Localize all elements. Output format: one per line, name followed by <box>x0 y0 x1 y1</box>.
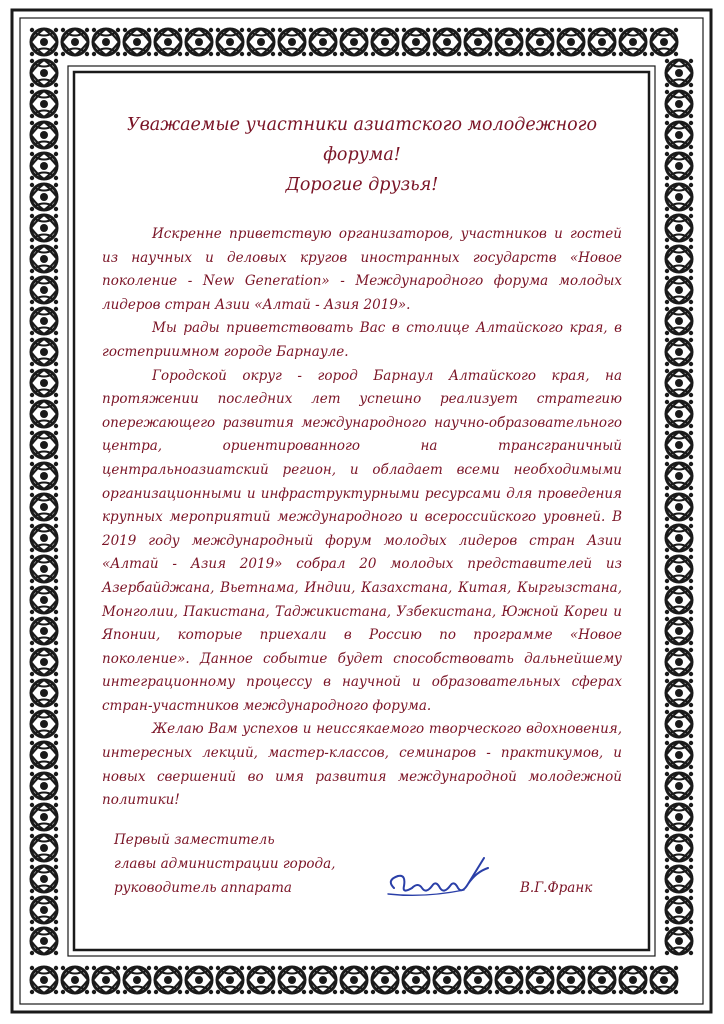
letter-content <box>102 110 622 813</box>
border-ornament <box>30 338 58 366</box>
border-ornament <box>619 966 647 994</box>
border-ornament <box>665 369 693 397</box>
border-ornament <box>340 966 368 994</box>
border-ornament <box>665 276 693 304</box>
border-ornament <box>665 493 693 521</box>
border-ornament <box>30 400 58 428</box>
border-ornament <box>665 214 693 242</box>
border-ornament <box>665 183 693 211</box>
border-ornament <box>30 648 58 676</box>
border-ornament <box>30 865 58 893</box>
border-ornament <box>665 59 693 87</box>
border-ornament <box>30 183 58 211</box>
border-ornament <box>278 28 306 56</box>
border-ornament <box>340 28 368 56</box>
border-ornament <box>665 648 693 676</box>
border-ornament <box>665 338 693 366</box>
paragraph: Мы рады приветствовать Вас в столице Алтайского края, в гостеприимном городе Барнауле. <box>102 320 622 360</box>
signatory-title <box>114 828 335 900</box>
border-ornament <box>650 28 678 56</box>
border-ornament <box>30 152 58 180</box>
border-ornament <box>665 679 693 707</box>
border-ornament <box>92 28 120 56</box>
border-ornament <box>30 741 58 769</box>
border-ornament <box>650 966 678 994</box>
border-ornament <box>402 966 430 994</box>
border-ornament <box>30 245 58 273</box>
border-ornament <box>154 28 182 56</box>
border-ornament <box>30 834 58 862</box>
border-ornament <box>526 28 554 56</box>
border-ornament <box>665 307 693 335</box>
border-ornament <box>30 90 58 118</box>
border-ornament <box>30 369 58 397</box>
border-ornament <box>30 462 58 490</box>
border-ornament <box>309 28 337 56</box>
border-ornament <box>30 431 58 459</box>
border-ornament <box>433 966 461 994</box>
border-ornament <box>665 741 693 769</box>
border-ornament <box>30 617 58 645</box>
signatory-title-line: руководитель аппарата <box>114 880 292 896</box>
border-ornament <box>665 245 693 273</box>
border-ornament <box>92 966 120 994</box>
border-ornament <box>665 90 693 118</box>
letter-heading <box>102 110 622 200</box>
border-ornament <box>30 276 58 304</box>
border-ornament <box>247 966 275 994</box>
border-ornament <box>216 28 244 56</box>
border-ornament <box>464 966 492 994</box>
border-ornament <box>665 431 693 459</box>
border-ornament <box>665 834 693 862</box>
signatory-name: В.Г.Франк <box>520 880 593 896</box>
border-ornament <box>61 966 89 994</box>
paragraph: Желаю Вам успехов и неиссякаемого творческого вдохновения, интересных лекций, мастер-классов, семинаров - практикумов, и новых свершений во имя развития международной молодежной политики! <box>102 721 622 809</box>
border-ornament <box>665 152 693 180</box>
handwritten-signature <box>384 842 504 914</box>
border-ornament <box>216 966 244 994</box>
border-ornament <box>557 28 585 56</box>
border-ornament <box>30 586 58 614</box>
border-ornament <box>665 803 693 831</box>
border-ornament <box>665 865 693 893</box>
border-ornament <box>665 586 693 614</box>
signature-block <box>114 828 614 908</box>
border-ornament <box>665 524 693 552</box>
border-ornament <box>495 966 523 994</box>
heading-line: Дорогие друзья! <box>285 175 439 195</box>
border-ornament <box>30 28 58 56</box>
border-ornament <box>154 966 182 994</box>
border-ornament <box>30 524 58 552</box>
border-ornament <box>665 121 693 149</box>
border-ornament <box>464 28 492 56</box>
border-ornament <box>526 966 554 994</box>
border-ornament <box>402 28 430 56</box>
border-ornament <box>665 555 693 583</box>
border-ornament <box>185 28 213 56</box>
border-ornament <box>557 966 585 994</box>
border-ornament <box>123 28 151 56</box>
signatory-title-line: главы администрации города, <box>114 856 336 872</box>
border-ornament <box>665 617 693 645</box>
border-ornament <box>665 710 693 738</box>
border-ornament <box>30 710 58 738</box>
heading-line: Уважаемые участники азиатского молодежного форума! <box>126 115 598 165</box>
border-ornament <box>30 493 58 521</box>
border-ornament <box>123 966 151 994</box>
border-ornament <box>588 28 616 56</box>
border-ornament <box>185 966 213 994</box>
border-ornament <box>665 772 693 800</box>
border-ornament <box>30 803 58 831</box>
border-ornament <box>278 966 306 994</box>
border-ornament <box>309 966 337 994</box>
border-ornament <box>30 772 58 800</box>
border-ornament <box>665 462 693 490</box>
paragraph: Искренне приветствую организаторов, участников и гостей из научных и деловых кругов иностранных государств «Новое поколение - New Generation» - Международного форума молодых лидеров стран Азии «Алтай - Азия 2019». <box>102 226 622 313</box>
border-ornament <box>30 679 58 707</box>
border-ornament <box>247 28 275 56</box>
border-ornament <box>433 28 461 56</box>
border-ornament <box>371 28 399 56</box>
border-ornament <box>30 307 58 335</box>
border-ornament <box>30 966 58 994</box>
border-ornament <box>30 121 58 149</box>
border-ornament <box>588 966 616 994</box>
border-ornament <box>30 214 58 242</box>
border-ornament <box>30 59 58 87</box>
border-ornament <box>30 927 58 955</box>
border-ornament <box>61 28 89 56</box>
border-ornament <box>30 555 58 583</box>
border-ornament <box>371 966 399 994</box>
border-ornament <box>30 896 58 924</box>
border-ornament <box>665 927 693 955</box>
paragraph: Городской округ - город Барнаул Алтайского края, на протяжении последних лет успешно реализует стратегию опережающего развития международного научно-образовательного центра, ориентированного на трансграничный центральноазиатский регион, и обладает всеми необходимыми организационными и инфраструктурными ресурсами для проведения крупных мероприятий международного и всероссийского уровней. В 2019 году международный форум молодых лидеров стран Азии «Алтай - Азия 2019» собрал 20 молодых представителей из Азербайджана, Вьетнама, Индии, Казахстана, Китая, Кыргызстана, Монголии, Пакистана, Таджикистана, Узбекистана, Южной Кореи и Японии, которые приехали в Россию по программе «Новое поколение». Данное событие будет способствовать дальнейшему интеграционному процессу в научной и образовательных сферах стран-участников международного форума. <box>102 367 622 714</box>
letter-body <box>102 223 622 813</box>
border-ornament <box>665 896 693 924</box>
signatory-title-line: Первый заместитель <box>114 832 275 848</box>
border-ornament <box>495 28 523 56</box>
border-ornament <box>665 400 693 428</box>
border-ornament <box>619 28 647 56</box>
